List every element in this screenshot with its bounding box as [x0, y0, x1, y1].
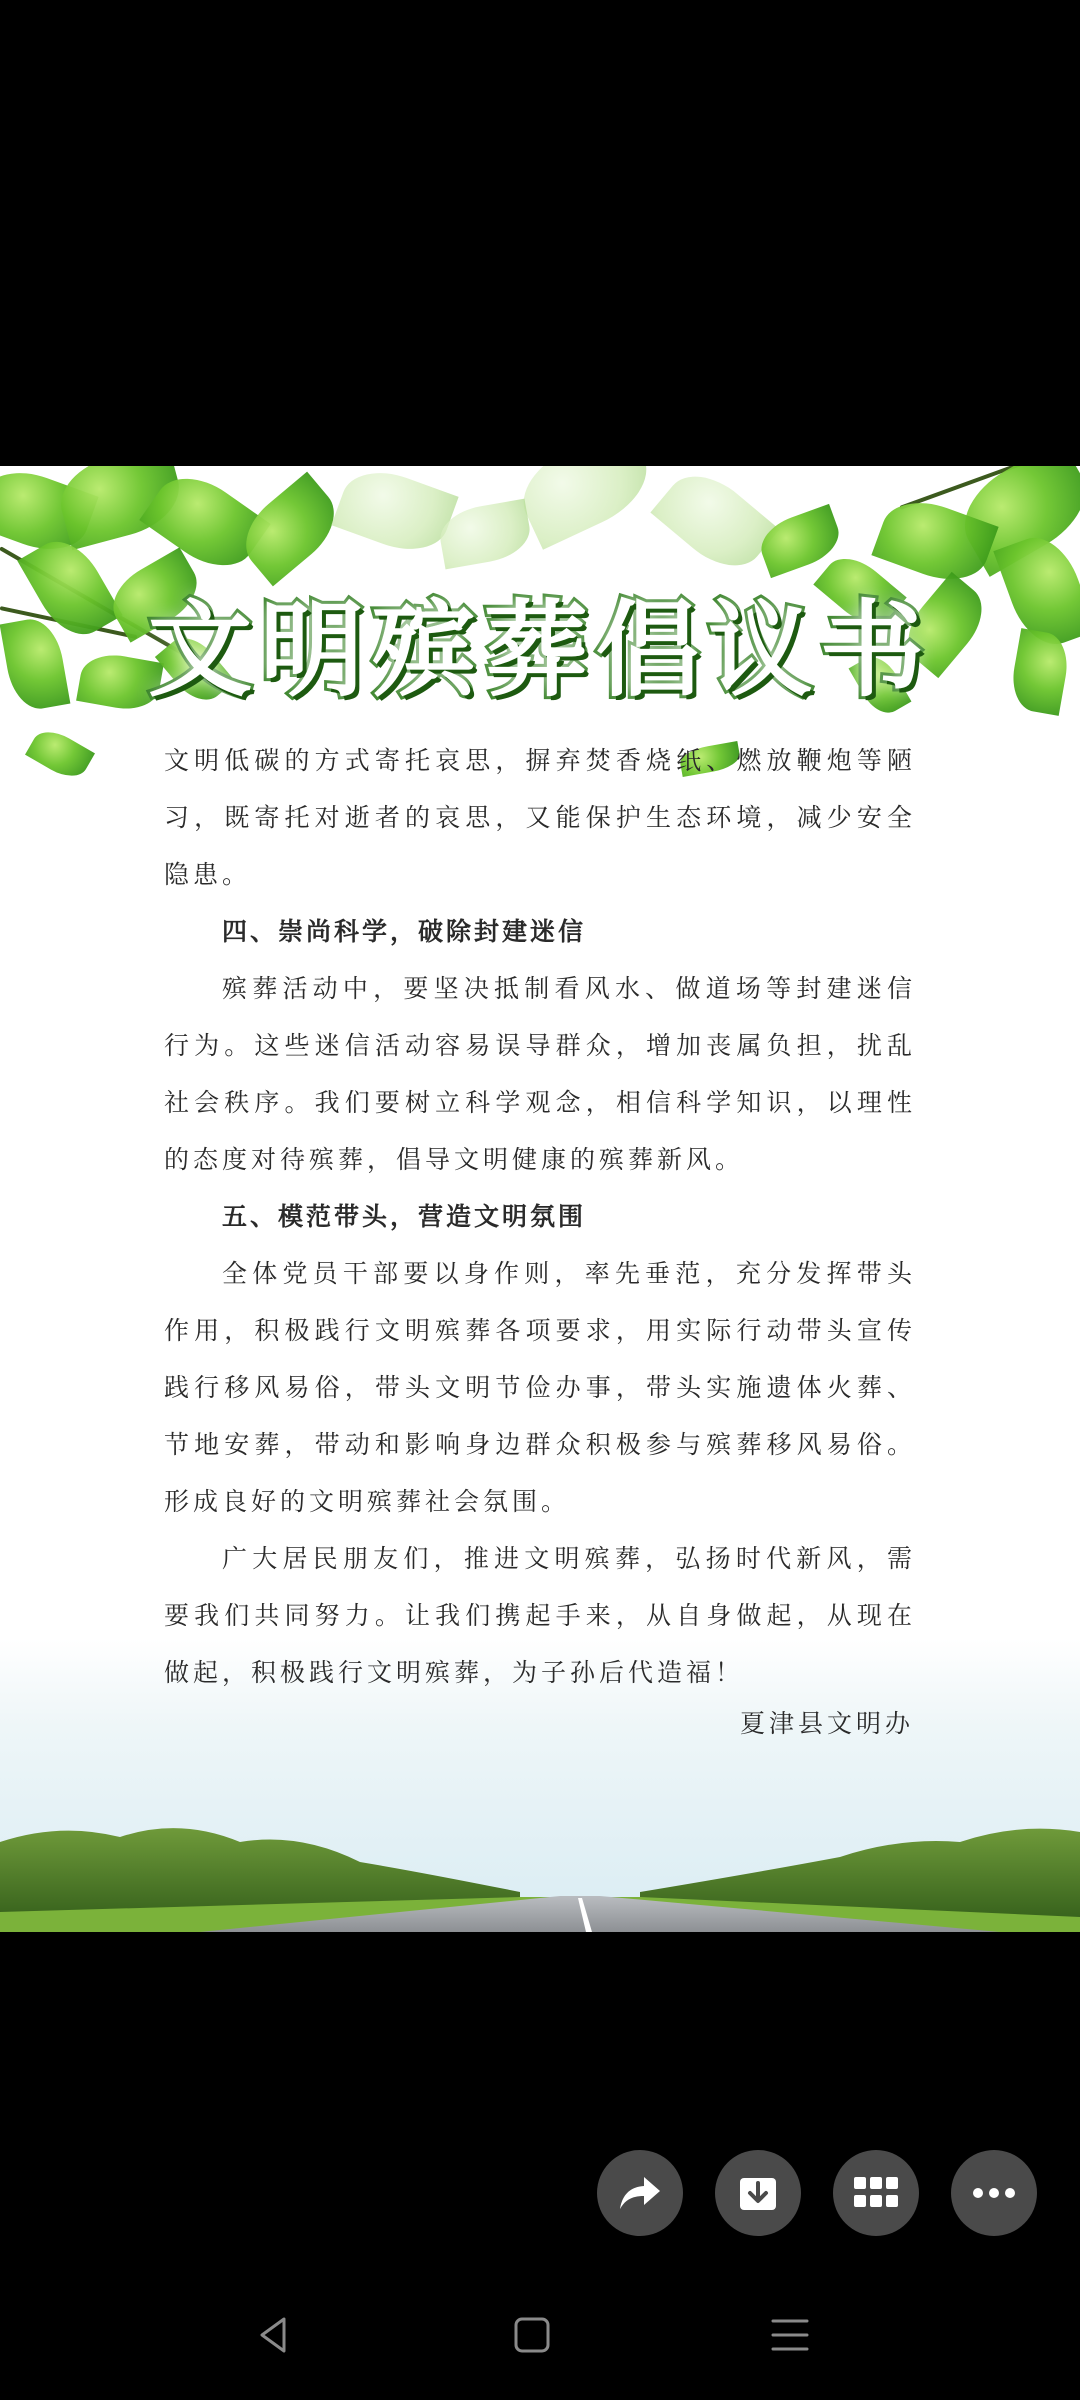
grid-icon — [854, 2177, 898, 2209]
back-triangle-icon — [254, 2315, 294, 2355]
paragraph-section-5: 全体党员干部要以身作则，率先垂范，充分发挥带头作用，积极践行文明殡葬各项要求，用实际行动带头宣传践行移风易俗，带头文明节俭办事，带头实施遗体火葬、节地安葬，带动和影响身边群众积极参与殡葬移风易俗。形成良好的文明殡葬社会氛围。 — [164, 1259, 916, 1516]
menu-lines-icon — [770, 2315, 810, 2355]
share-arrow-icon — [618, 2173, 662, 2213]
paragraph-section-4: 殡葬活动中，要坚决抵制看风水、做道场等封建迷信行为。这些迷信活动容易误导群众，增加丧属负担，扰乱社会秩序。我们要树立科学观念，相信科学知识，以理性的态度对待殡葬，倡导文明健康的殡葬新风。 — [164, 974, 916, 1174]
signature: 夏津县文明办 — [739, 1709, 914, 1738]
section-heading-4: 四、崇尚科学，破除封建迷信 — [222, 917, 587, 946]
paragraph-closing: 广大居民朋友们，推进文明殡葬，弘扬时代新风，需要我们共同努力。让我们携起手来，从自身做起，从现在做起，积极践行文明殡葬，为子孙后代造福！ — [164, 1544, 916, 1687]
section-heading-5: 五、模范带头，营造文明氛围 — [222, 1202, 587, 1231]
road-landscape-illustration — [0, 1802, 1080, 1932]
poster-image[interactable] — [0, 466, 1080, 1932]
grid-button[interactable] — [833, 2150, 919, 2236]
poster-title: 文明殡葬倡议书 — [147, 589, 932, 711]
system-nav-bar — [0, 2270, 1080, 2400]
share-button[interactable] — [597, 2150, 683, 2236]
nav-menu-button[interactable] — [745, 2290, 835, 2380]
paragraph-continuation: 文明低碳的方式寄托哀思，摒弃焚香烧纸、燃放鞭炮等陋习，既寄托对逝者的哀思，又能保护生态环境，减少安全隐患。 — [164, 746, 916, 889]
home-square-icon — [512, 2315, 552, 2355]
nav-home-button[interactable] — [487, 2290, 577, 2380]
poster-body — [164, 732, 916, 1701]
download-button[interactable] — [715, 2150, 801, 2236]
more-dots-icon — [972, 2187, 1016, 2199]
nav-back-button[interactable] — [229, 2290, 319, 2380]
more-button[interactable] — [951, 2150, 1037, 2236]
download-icon — [737, 2172, 779, 2214]
